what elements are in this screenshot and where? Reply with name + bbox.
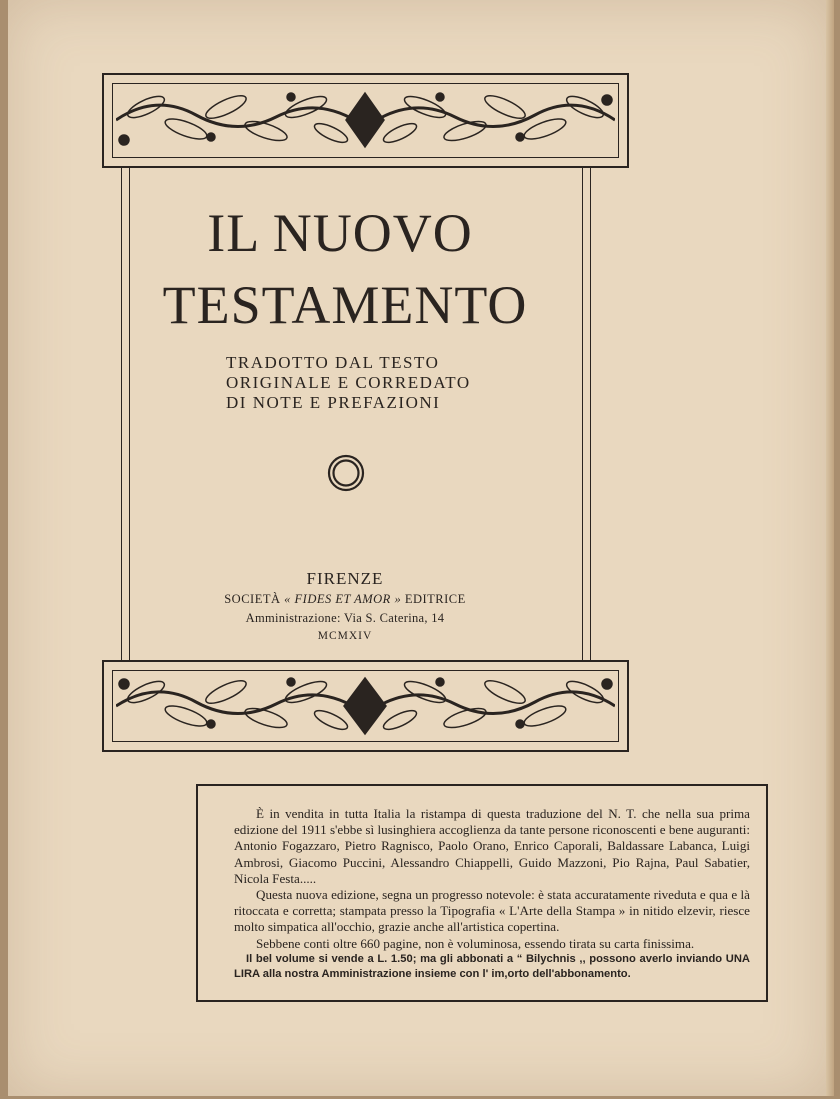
ring-ornament-icon xyxy=(327,454,365,492)
notice-text xyxy=(234,806,750,982)
laurel-garland-icon xyxy=(116,85,615,156)
book-subtitle xyxy=(226,353,526,413)
publisher-name: « FIDES ET AMOR » xyxy=(284,592,402,606)
bottom-ornament-band xyxy=(102,660,629,752)
book-title-line2: TESTAMENTO xyxy=(162,275,528,335)
publisher-prefix: SOCIETÀ xyxy=(224,592,281,606)
imprint-publisher xyxy=(195,592,495,607)
imprint-address: Amministrazione: Via S. Caterina, 14 xyxy=(245,611,445,625)
notice-offer: Il bel volume si vende a L. 1.50; ma gli abbonati a “ Bilychnis ,, possono averlo inviando UNA LIRA alla nostra Amministrazione insieme con l' im,orto dell'abbonamento. xyxy=(234,952,750,980)
subtitle-line2: ORIGINALE E CORREDATO xyxy=(226,373,471,392)
laurel-garland-icon xyxy=(116,672,615,740)
notice-paragraph-3: Sebbene conti oltre 660 pagine, non è voluminosa, essendo tirata su carta finissima. xyxy=(256,935,695,951)
advertisement-notice-box xyxy=(196,784,768,1002)
notice-paragraph-2: Questa nuova edizione, segna un progresso notevole: è stata accuratamente riveduta e qua e là ritoccata e corretta; stampata presso la Tipografia « L'Arte della Stampa » in nitido elzevir, riesce molto simpatica all'occhio, grazie anche all'artistica copertina. xyxy=(234,887,750,935)
imprint-city: FIRENZE xyxy=(306,569,384,588)
top-ornament-band xyxy=(102,73,629,168)
subtitle-line1: TRADOTTO DAL TESTO xyxy=(226,353,440,372)
notice-paragraph-1: È in vendita in tutta Italia la ristampa di questa traduzione del N. T. che nella sua prima edizione del 1911 s'ebbe sì lusinghiera accoglienza da tante persone riconoscenti e bene auguranti: Antonio Fogazzaro, Pietro Ragnisco, Paolo Orano, Enrico Caporali, Baldassare Labanca, Luigi Ambrosi, Giacomo Puccini, Alessandro Chiappelli, Guido Mazzoni, Pio Rajna, Paul Sabatier, Nicola Festa..... xyxy=(234,806,750,886)
imprint-year: MCMXIV xyxy=(317,630,373,642)
subtitle-line3: DI NOTE E PREFAZIONI xyxy=(226,393,441,412)
book-title-line1: IL NUOVO xyxy=(207,203,473,263)
publisher-suffix: EDITRICE xyxy=(404,592,466,606)
page-fold xyxy=(826,0,834,1096)
